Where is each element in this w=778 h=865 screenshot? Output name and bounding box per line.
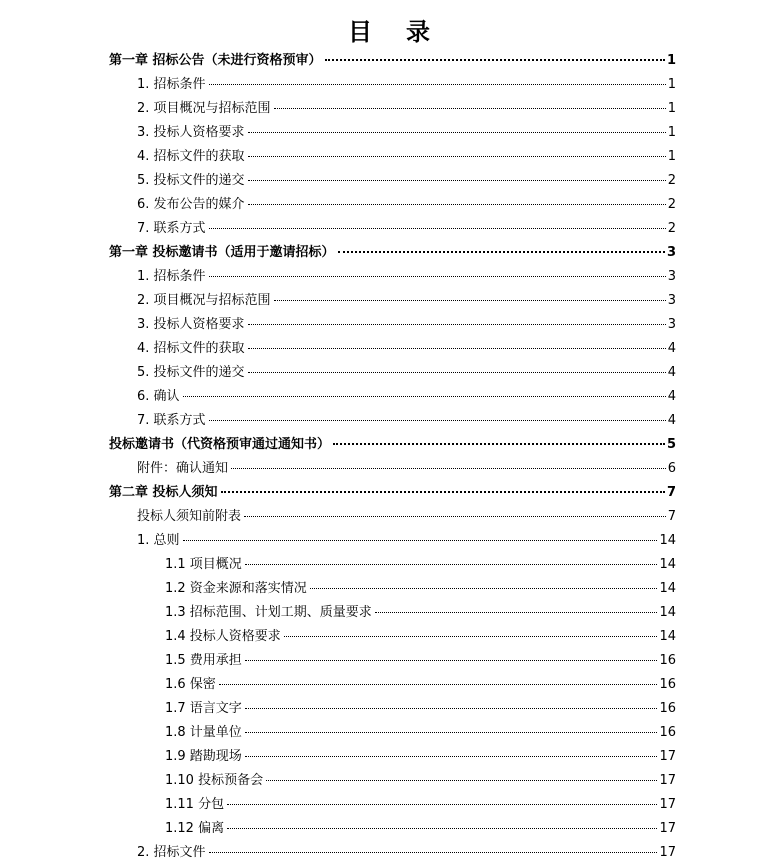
toc-entry-text: 投标人须知前附表 xyxy=(137,509,242,524)
toc-page-number: 14 xyxy=(659,533,676,548)
toc-page-number: 17 xyxy=(659,797,676,812)
toc-page-number: 3 xyxy=(667,293,676,308)
toc-section-entry[interactable] xyxy=(137,121,676,145)
toc-section-entry[interactable] xyxy=(137,265,676,289)
toc-subsection-entry[interactable] xyxy=(165,745,676,769)
toc-page-number: 14 xyxy=(659,581,676,596)
toc-dot-leader xyxy=(248,204,666,205)
toc-page-number: 2 xyxy=(667,221,676,236)
toc-page-number: 16 xyxy=(659,677,676,692)
toc-subsection-entry[interactable] xyxy=(165,817,676,841)
toc-dot-leader xyxy=(209,420,666,421)
toc-entry-text: 1.11 分包 xyxy=(165,797,225,812)
toc-entry-text: 2. 招标文件 xyxy=(137,845,206,860)
toc-page-number: 3 xyxy=(667,269,676,284)
toc-section-entry[interactable] xyxy=(137,841,676,865)
toc-entry-text: 1.12 偏离 xyxy=(165,821,225,836)
toc-page-number: 16 xyxy=(659,701,676,716)
toc-entry-text: 5. 投标文件的递交 xyxy=(137,365,245,380)
toc-entry-text: 第一章 招标公告（未进行资格预审） xyxy=(109,53,322,68)
toc-entry-text: 1.9 踏勘现场 xyxy=(165,749,242,764)
toc-dot-leader xyxy=(248,372,666,373)
toc-page-number: 5 xyxy=(666,437,676,452)
toc-page-number: 1 xyxy=(667,125,676,140)
toc-subsection-entry[interactable] xyxy=(165,625,676,649)
toc-page-number: 4 xyxy=(667,341,676,356)
toc-page-number: 17 xyxy=(659,749,676,764)
toc-page-number: 2 xyxy=(667,197,676,212)
toc-dot-leader xyxy=(325,59,665,61)
toc-entry-text: 3. 投标人资格要求 xyxy=(137,125,245,140)
toc-dot-leader xyxy=(227,804,657,805)
toc-dot-leader xyxy=(231,468,666,469)
toc-dot-leader xyxy=(245,660,658,661)
toc-section-entry[interactable] xyxy=(137,361,676,385)
toc-entry-text: 1.2 资金来源和落实情况 xyxy=(165,581,307,596)
toc-entry-text: 第一章 投标邀请书（适用于邀请招标） xyxy=(109,245,335,260)
toc-dot-leader xyxy=(245,732,658,733)
toc-page-number: 14 xyxy=(659,605,676,620)
toc-dot-leader xyxy=(221,491,665,493)
toc-entry-text: 4. 招标文件的获取 xyxy=(137,149,245,164)
toc-section-entry[interactable] xyxy=(137,217,676,241)
toc-page-number: 17 xyxy=(659,821,676,836)
toc-section-entry[interactable] xyxy=(137,289,676,313)
toc-section-entry[interactable] xyxy=(137,313,676,337)
toc-entry-text: 附件：确认通知 xyxy=(137,461,229,476)
toc-section-entry[interactable] xyxy=(137,409,676,433)
toc-entry-text: 1.10 投标预备会 xyxy=(165,773,264,788)
toc-entry-text: 2. 项目概况与招标范围 xyxy=(137,101,271,116)
toc-page-number: 16 xyxy=(659,653,676,668)
toc-page-number: 16 xyxy=(659,725,676,740)
toc-page-number: 1 xyxy=(667,149,676,164)
toc-dot-leader xyxy=(245,708,658,709)
toc-page-number: 7 xyxy=(666,485,676,500)
toc-section-entry[interactable] xyxy=(137,385,676,409)
toc-entry-text: 4. 招标文件的获取 xyxy=(137,341,245,356)
toc-entry-text: 1. 招标条件 xyxy=(137,77,206,92)
toc-subsection-entry[interactable] xyxy=(165,577,676,601)
toc-section-entry[interactable] xyxy=(137,529,676,553)
toc-page-number: 4 xyxy=(667,413,676,428)
toc-dot-leader xyxy=(245,756,658,757)
toc-title xyxy=(0,12,778,47)
toc-entry-text: 投标邀请书（代资格预审通过通知书） xyxy=(109,437,331,452)
toc-chapter-entry[interactable] xyxy=(109,241,676,265)
toc-dot-leader xyxy=(209,84,666,85)
toc-dot-leader xyxy=(274,300,666,301)
toc-entry-text: 1.1 项目概况 xyxy=(165,557,242,572)
toc-section-entry[interactable] xyxy=(137,337,676,361)
toc-page-number: 1 xyxy=(667,101,676,116)
toc-section-entry[interactable] xyxy=(137,457,676,481)
toc-entry-text: 1.4 投标人资格要求 xyxy=(165,629,281,644)
toc-page-number: 4 xyxy=(667,365,676,380)
toc-section-entry[interactable] xyxy=(137,73,676,97)
toc-dot-leader xyxy=(274,108,666,109)
toc-dot-leader xyxy=(338,251,665,253)
toc-entry-text: 5. 投标文件的递交 xyxy=(137,173,245,188)
toc-page-number: 3 xyxy=(667,317,676,332)
toc-page-number: 4 xyxy=(667,389,676,404)
toc-dot-leader xyxy=(209,228,666,229)
toc-page-number: 14 xyxy=(659,629,676,644)
toc-chapter-entry[interactable] xyxy=(109,433,676,457)
toc-dot-leader xyxy=(284,636,658,637)
toc-entry-text: 6. 发布公告的媒介 xyxy=(137,197,245,212)
toc-entry-text: 1. 招标条件 xyxy=(137,269,206,284)
toc-dot-leader xyxy=(209,852,658,853)
toc-entry-text: 7. 联系方式 xyxy=(137,413,206,428)
toc-list xyxy=(0,49,778,865)
toc-entry-text: 1. 总则 xyxy=(137,533,180,548)
toc-entry-text: 1.6 保密 xyxy=(165,677,216,692)
toc-section-entry[interactable] xyxy=(137,193,676,217)
toc-page-number: 6 xyxy=(667,461,676,476)
toc-page-number: 14 xyxy=(659,557,676,572)
toc-entry-text: 2. 项目概况与招标范围 xyxy=(137,293,271,308)
toc-page-number: 1 xyxy=(667,77,676,92)
toc-page-number: 7 xyxy=(667,509,676,524)
toc-chapter-entry[interactable] xyxy=(109,481,676,505)
toc-dot-leader xyxy=(248,348,666,349)
toc-dot-leader xyxy=(248,156,666,157)
toc-dot-leader xyxy=(248,180,666,181)
toc-title-char-2: 录 xyxy=(406,18,430,46)
toc-entry-text: 1.5 费用承担 xyxy=(165,653,242,668)
toc-page-number: 1 xyxy=(666,53,676,68)
toc-dot-leader xyxy=(248,132,666,133)
toc-section-entry[interactable] xyxy=(137,145,676,169)
toc-subsection-entry[interactable] xyxy=(165,601,676,625)
toc-page-number: 2 xyxy=(667,173,676,188)
toc-dot-leader xyxy=(209,276,666,277)
toc-section-entry[interactable] xyxy=(137,97,676,121)
toc-page-number: 17 xyxy=(659,773,676,788)
toc-dot-leader xyxy=(333,443,665,445)
toc-subsection-entry[interactable] xyxy=(165,673,676,697)
toc-entry-text: 1.8 计量单位 xyxy=(165,725,242,740)
toc-entry-text: 第二章 投标人须知 xyxy=(109,485,218,500)
toc-section-entry[interactable] xyxy=(137,169,676,193)
toc-chapter-entry[interactable] xyxy=(109,49,676,73)
toc-entry-text: 1.7 语言文字 xyxy=(165,701,242,716)
toc-dot-leader xyxy=(248,324,666,325)
toc-dot-leader xyxy=(375,612,658,613)
toc-page-number: 3 xyxy=(666,245,676,260)
toc-page-number: 17 xyxy=(659,845,676,860)
toc-subsection-entry[interactable] xyxy=(165,697,676,721)
toc-subsection-entry[interactable] xyxy=(165,649,676,673)
toc-dot-leader xyxy=(244,516,666,517)
toc-dot-leader xyxy=(266,780,657,781)
toc-subsection-entry[interactable] xyxy=(165,793,676,817)
toc-entry-text: 1.3 招标范围、计划工期、质量要求 xyxy=(165,605,372,620)
toc-dot-leader xyxy=(310,588,658,589)
toc-subsection-entry[interactable] xyxy=(165,769,676,793)
toc-dot-leader xyxy=(245,564,658,565)
toc-entry-text: 3. 投标人资格要求 xyxy=(137,317,245,332)
toc-dot-leader xyxy=(183,396,666,397)
toc-entry-text: 6. 确认 xyxy=(137,389,180,404)
toc-section-entry[interactable] xyxy=(137,505,676,529)
toc-dot-leader xyxy=(183,540,658,541)
toc-dot-leader xyxy=(219,684,658,685)
toc-subsection-entry[interactable] xyxy=(165,721,676,745)
toc-title-char-1: 目 xyxy=(348,18,372,46)
toc-dot-leader xyxy=(227,828,657,829)
toc-entry-text: 7. 联系方式 xyxy=(137,221,206,236)
toc-subsection-entry[interactable] xyxy=(165,553,676,577)
